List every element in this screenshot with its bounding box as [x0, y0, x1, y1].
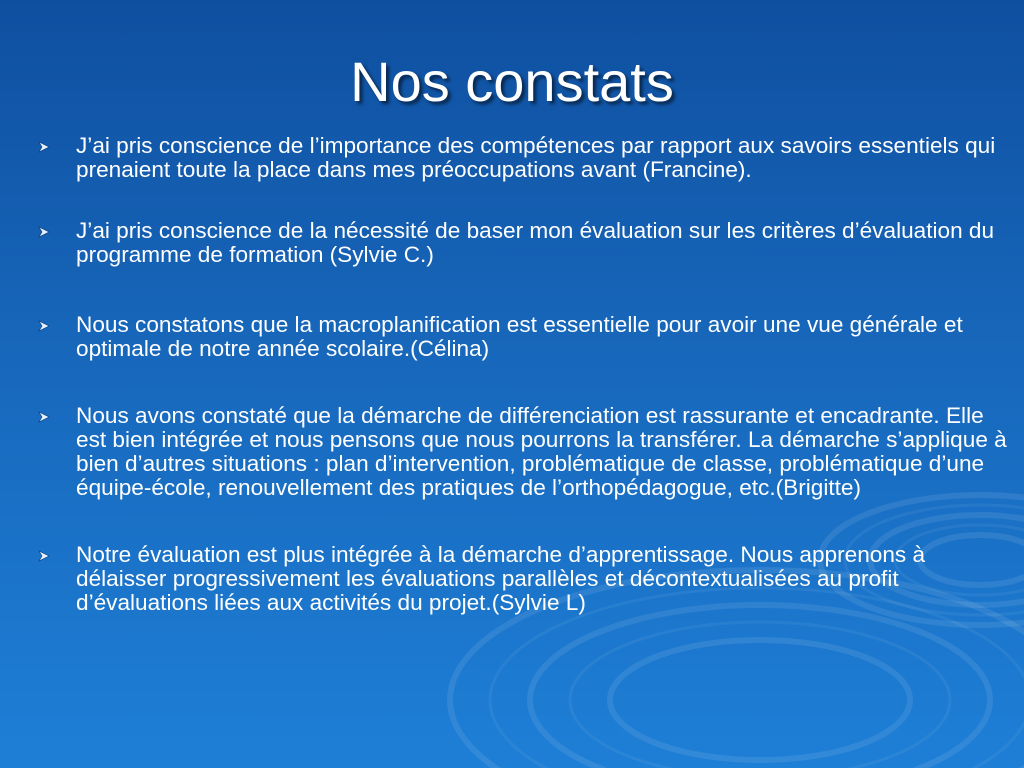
bullet-text: Nous constatons que la macroplanification est essentielle pour avoir une vue générale et optimale de notre année scolaire.(Célina) [76, 312, 963, 361]
arrowhead-bullet-icon [38, 320, 50, 332]
slide-title: Nos constats [350, 50, 674, 113]
bullet-list [36, 134, 1014, 615]
arrowhead-bullet-icon [38, 226, 50, 238]
arrowhead-bullet-icon [38, 141, 50, 153]
bullet-item [36, 543, 1014, 615]
bullet-text: Notre évaluation est plus intégrée à la démarche d’apprentissage. Nous apprenons à délaisser progressivement les évaluations parallèles et décontextualisées au profit d’évaluations liées aux activités du projet.(Sylvie L) [76, 542, 926, 615]
bullet-item [36, 219, 1014, 267]
bullet-item [36, 313, 1014, 361]
arrowhead-bullet-icon [38, 411, 50, 423]
bullet-item [36, 134, 1014, 182]
bullet-text: J’ai pris conscience de la nécessité de baser mon évaluation sur les critères d’évaluation du programme de formation (Sylvie C.) [76, 218, 995, 267]
bullet-text: J’ai pris conscience de l’importance des compétences par rapport aux savoirs essentiels qui prenaient toute la place dans mes préoccupations avant (Francine). [76, 133, 996, 182]
bullet-text: Nous avons constaté que la démarche de différenciation est rassurante et encadrante. Elle est bien intégrée et nous pensons que nous pourrons la transférer. La démarche s’applique à bien d’autres situations : plan d’intervention, problématique de classe, problématique d’une équipe-école, renouvellement des pratiques de l’orthopédagogue, etc.(Brigitte) [76, 403, 1007, 500]
bullet-item [36, 404, 1014, 500]
arrowhead-bullet-icon [38, 550, 50, 562]
